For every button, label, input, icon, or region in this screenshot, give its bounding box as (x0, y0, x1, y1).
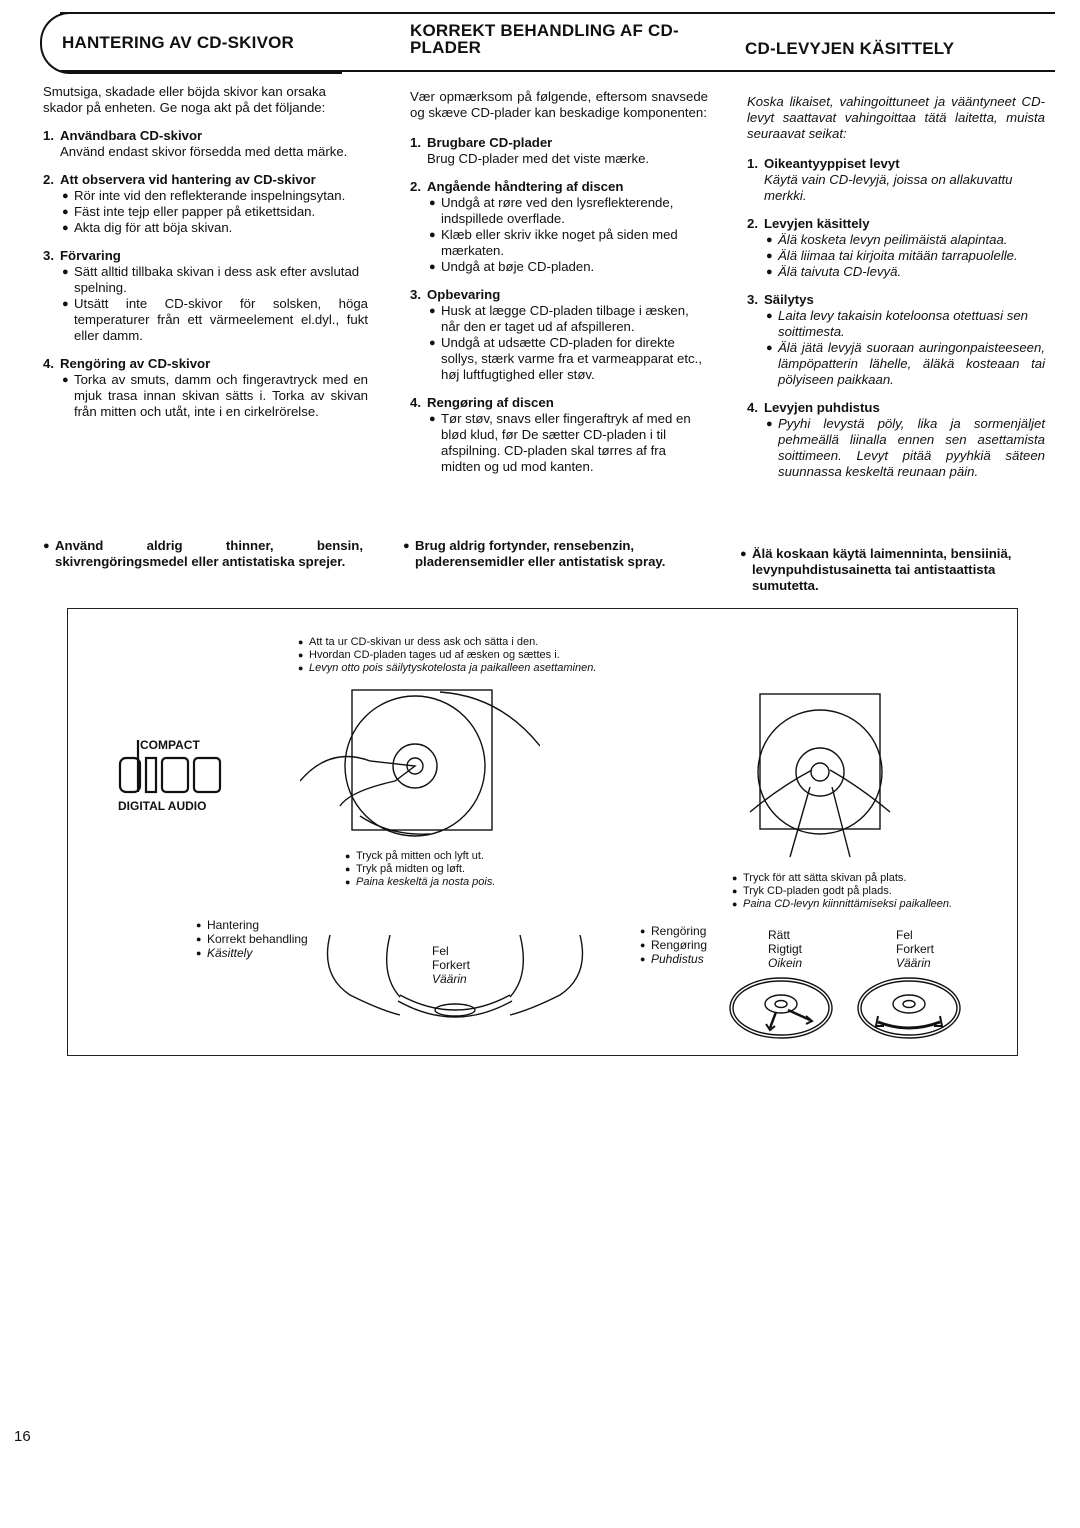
section-sv-1: 1. Användbara CD-skivor Använd endast skivor försedda med detta märke. (43, 128, 348, 159)
list-item: ● Akta dig för att böja skivan. (62, 220, 233, 235)
section-title: Rengöring av CD-skivor (60, 356, 211, 371)
list-item: ● Torka av smuts, damm och fingeravtryck med en mjuk trasa innan skivan sätts i. Torka av skivan från mitten och utåt, inte i en cirkelrörelse. (62, 372, 368, 419)
bullet-icon: ● (62, 266, 69, 278)
section-title: Angående håndtering af discen (427, 179, 624, 194)
column-swedish (43, 84, 368, 420)
bullet-icon: ● (766, 234, 773, 246)
section-da-3: 3. Opbevaring ● Husk at lægge CD-pladen tilbage i æsken, når den er taget ud af afspilleren. ● Undgå at udsætte CD-pladen for direkte sollys, stærk varme fra et varmeapparat etc., høj luftfugtighed eller støv. (410, 287, 708, 383)
bullet-icon: ● (429, 305, 436, 317)
section-title: Opbevaring (427, 287, 501, 302)
bullet-icon: ● (196, 920, 202, 930)
section-fi-3: 3. Säilytys ● Laita levy takaisin koteloonsa otettuasi sen soittimesta. ● Älä jätä levyjä suoraan auringonpaisteeseen, lämpöpatterin lähelle, äläkä kosteaan tai pölyiseen paikkaan. (747, 292, 1045, 387)
list-item: ● Undgå at røre ved den lysreflekterende, indspillede overflade. (429, 195, 674, 226)
cleaning-caption: ● Rengöring ● Rengøring ● Puhdistus (640, 924, 708, 966)
list-item: ● Laita levy takaisin koteloonsa otettuasi sen soittimesta. (766, 308, 1028, 339)
bullet-icon: ● (640, 954, 646, 964)
section-da-1: 1. Brugbare CD-plader Brug CD-plader med det viste mærke. (410, 135, 650, 166)
section-fi-2: 2. Levyjen käsittely ● Älä kosketa levyn peilimäistä alapintaa. ● Älä liimaa tai kirjoita mitään tarrapuolelle. ● Älä taivuta CD-levyä. (747, 216, 1045, 280)
section-da-2: 2. Angående håndtering af discen ● Undgå at røre ved den lysreflekterende, indspillede overflade. ● Klæb eller skriv ikke noget på siden med mærkaten. ● Undgå at bøje CD-pladen. (410, 179, 708, 275)
list-item: ● Älä liimaa tai kirjoita mitään tarrapuolelle. (766, 248, 1018, 263)
cleaning-wrong-label: Fel Forkert Väärin (896, 928, 935, 970)
bullet-icon: ● (62, 206, 69, 218)
bullet-icon: ● (640, 926, 646, 936)
section-da-4: 4. Rengøring af discen ● Tør støv, snavs eller fingeraftryk af med en blød klud, før De sætter CD-pladen i til afspilning. CD-pladen skal tørres af fra midten og ud mod kanten. (410, 395, 708, 475)
bullet-icon: ● (429, 261, 436, 273)
section-title: Rengøring af discen (427, 395, 554, 410)
heading-fi: CD-LEVYJEN KÄSITTELY (745, 39, 955, 58)
bullet-icon: ● (298, 637, 304, 647)
list-item: ● Pyyhi levystä pöly, lika ja sormenjäljet pehmeällä liinalla ennen sen asettamista soittimeen. Levyt pitää pyyhkiä säteen suunnassa keskeltä reunaan päin. (766, 416, 1045, 479)
section-title: Brugbare CD-plader (427, 135, 553, 150)
list-item: ● Fäst inte tejp eller papper på etikettsidan. (62, 204, 316, 219)
list-item: ● Husk at lægge CD-pladen tilbage i æsken, når den er taget ud af afspilleren. (429, 303, 689, 334)
bullet-icon: ● (640, 940, 646, 950)
section-title: Att observera vid hantering av CD-skivor (60, 172, 316, 187)
bullet-icon: ● (766, 342, 773, 354)
section-sv-4: 4. Rengöring av CD-skivor ● Torka av smuts, damm och fingeravtryck med en mjuk trasa innan skivan sätts i. Torka av skivan från mitten och utåt, inte i en cirkelrörelse. (43, 356, 368, 419)
warning-sv: ● Använd aldrig thinner, bensin, skivrengöringsmedel eller antistatiska sprejer. (43, 538, 363, 569)
bullet-icon: ● (732, 886, 738, 896)
section-title: Säilytys (764, 292, 814, 307)
bullet-icon: ● (62, 298, 69, 310)
section-fi-4: 4. Levyjen puhdistus ● Pyyhi levystä pöly, lika ja sormenjäljet pehmeällä liinalla ennen sen asettamista soittimeen. Levyt pitää pyyhkiä säteen suunnassa keskeltä reunaan päin. (747, 400, 1045, 479)
column-finnish (747, 94, 1045, 480)
wrong-label-handling: Fel Forkert Väärin (432, 944, 471, 986)
bullet-icon: ● (196, 948, 202, 958)
intro-da: Vær opmærksom på følgende, eftersom snavsede og skæve CD-plader kan beskadige komponenten: (410, 89, 708, 120)
intro-sv: Smutsiga, skadade eller böjda skivor kan orsaka skador på enheten. Ge noga akt på det följande: (43, 84, 326, 115)
bullet-icon: ● (43, 540, 50, 552)
list-item: ● Tør støv, snavs eller fingeraftryk af med en blød klud, før De sætter CD-pladen i til afspilning. CD-pladen skal tørres af fra midten og ud mod kanten. (429, 411, 691, 474)
warning-fi: ● Älä koskaan käytä laimenninta, bensiiniä, levynpuhdistusainetta tai antistaattista sumutetta. (740, 546, 1012, 593)
bullet-icon: ● (298, 650, 304, 660)
section-fi-1: 1. Oikeantyyppiset levyt Käytä vain CD-levyjä, joissa on allakuvattu merkki. (747, 156, 1013, 203)
svg-text:DIGITAL AUDIO: DIGITAL AUDIO (118, 799, 207, 813)
section-title: Oikeantyyppiset levyt (764, 156, 900, 171)
section-sv-3: 3. Förvaring ● Sätt alltid tillbaka skivan i dess ask efter avslutad spelning. ● Utsätt inte CD-skivor för solsken, höga temperaturer från ett värmeelement el.dyl., fukt eller damm. (43, 248, 368, 343)
bullet-icon: ● (62, 222, 69, 234)
bullet-icon: ● (345, 864, 351, 874)
bullet-icon: ● (345, 851, 351, 861)
bullet-icon: ● (766, 310, 773, 322)
cleaning-wrong-disc-illustration (856, 976, 962, 1045)
remove-disc-illustration (300, 686, 540, 851)
compact-disc-logo (118, 738, 228, 818)
heading-sv: HANTERING AV CD-SKIVOR (62, 33, 295, 52)
insert-disc-illustration (740, 692, 900, 867)
svg-text:COMPACT: COMPACT (140, 738, 200, 752)
list-item: ● Rör inte vid den reflekterande inspelningsytan. (62, 188, 346, 203)
list-item: ● Älä kosketa levyn peilimäistä alapintaa. (766, 232, 1008, 247)
bullet-icon: ● (732, 873, 738, 883)
list-item: ● Älä jätä levyjä suoraan auringonpaisteeseen, lämpöpatterin lähelle, äläkä kosteaan tai pölyiseen paikkaan. (766, 340, 1045, 387)
warning-da: ● Brug aldrig fortynder, rensebenzin, pladerensemidler eller antistatisk spray. (403, 538, 666, 569)
list-item: ● Undgå at udsætte CD-pladen for direkte sollys, stærk varme fra et varmeapparat etc., høj luftfugtighed eller støv. (429, 335, 702, 382)
handling-caption: ● Hantering ● Korrekt behandling ● Käsittely (196, 918, 308, 960)
bullet-icon: ● (766, 418, 773, 430)
bullet-icon: ● (62, 374, 69, 386)
section-title: Levyjen käsittely (764, 216, 870, 231)
bullet-icon: ● (196, 934, 202, 944)
right-label: Rätt Rigtigt Oikein (768, 928, 803, 970)
heading-da: KORREKT BEHANDLING AF CD-PLADER (410, 21, 679, 57)
bullet-icon: ● (62, 190, 69, 202)
remove-caption: ● Tryck på mitten och lyft ut. ● Tryk på midten og løft. ● Paina keskeltä ja nosta pois. (345, 850, 496, 888)
bullet-icon: ● (766, 250, 773, 262)
list-item: ● Utsätt inte CD-skivor för solsken, höga temperaturer från ett värmeelement el.dyl., fukt eller damm. (62, 296, 368, 343)
bullet-icon: ● (429, 197, 436, 209)
section-title: Användbara CD-skivor (60, 128, 203, 143)
bullet-icon: ● (429, 413, 436, 425)
section-title: Levyjen puhdistus (764, 400, 880, 415)
header-rule-top (60, 12, 1055, 14)
cleaning-right-disc-illustration (728, 976, 834, 1045)
list-item: ● Klæb eller skriv ikke noget på siden med mærkaten. (429, 227, 678, 258)
bullet-icon: ● (740, 548, 747, 560)
bullet-icon: ● (766, 266, 773, 278)
insert-caption: ● Tryck för att sätta skivan på plats. ● Tryk CD-pladen godt på plads. ● Paina CD-levyn kiinnittämiseksi paikalleen. (732, 872, 953, 910)
list-item: ● Sätt alltid tillbaka skivan i dess ask efter avslutad spelning. (62, 264, 360, 295)
bullet-icon: ● (345, 877, 351, 887)
bullet-icon: ● (732, 899, 738, 909)
list-item: ● Undgå at bøje CD-pladen. (429, 259, 595, 274)
column-danish (410, 89, 708, 475)
bullet-icon: ● (403, 540, 410, 552)
section-sv-2: 2. Att observera vid hantering av CD-skivor ● Rör inte vid den reflekterande inspelningsytan. ● Fäst inte tejp eller papper på etikettsidan. ● Akta dig för att böja skivan. (43, 172, 368, 236)
bullet-icon: ● (298, 663, 304, 673)
section-title: Förvaring (60, 248, 121, 263)
bullet-icon: ● (429, 337, 436, 349)
list-item: ● Älä taivuta CD-levyä. (766, 264, 902, 279)
page-number: 16 (14, 1428, 31, 1445)
header-rule-bottom (60, 70, 1055, 72)
bullet-icon: ● (429, 229, 436, 241)
intro-fi: Koska likaiset, vahingoittuneet ja vääntyneet CD-levyt saattavat vahingoittaa tätä laitetta, muista seuraavat seikat: (747, 94, 1045, 141)
case-caption: ● Att ta ur CD-skivan ur dess ask och sätta i den. ● Hvordan CD-pladen tages ud af æsken og sættes i. ● Levyn otto pois säilytyskotelosta ja paikalleen asettaminen. (298, 636, 597, 674)
